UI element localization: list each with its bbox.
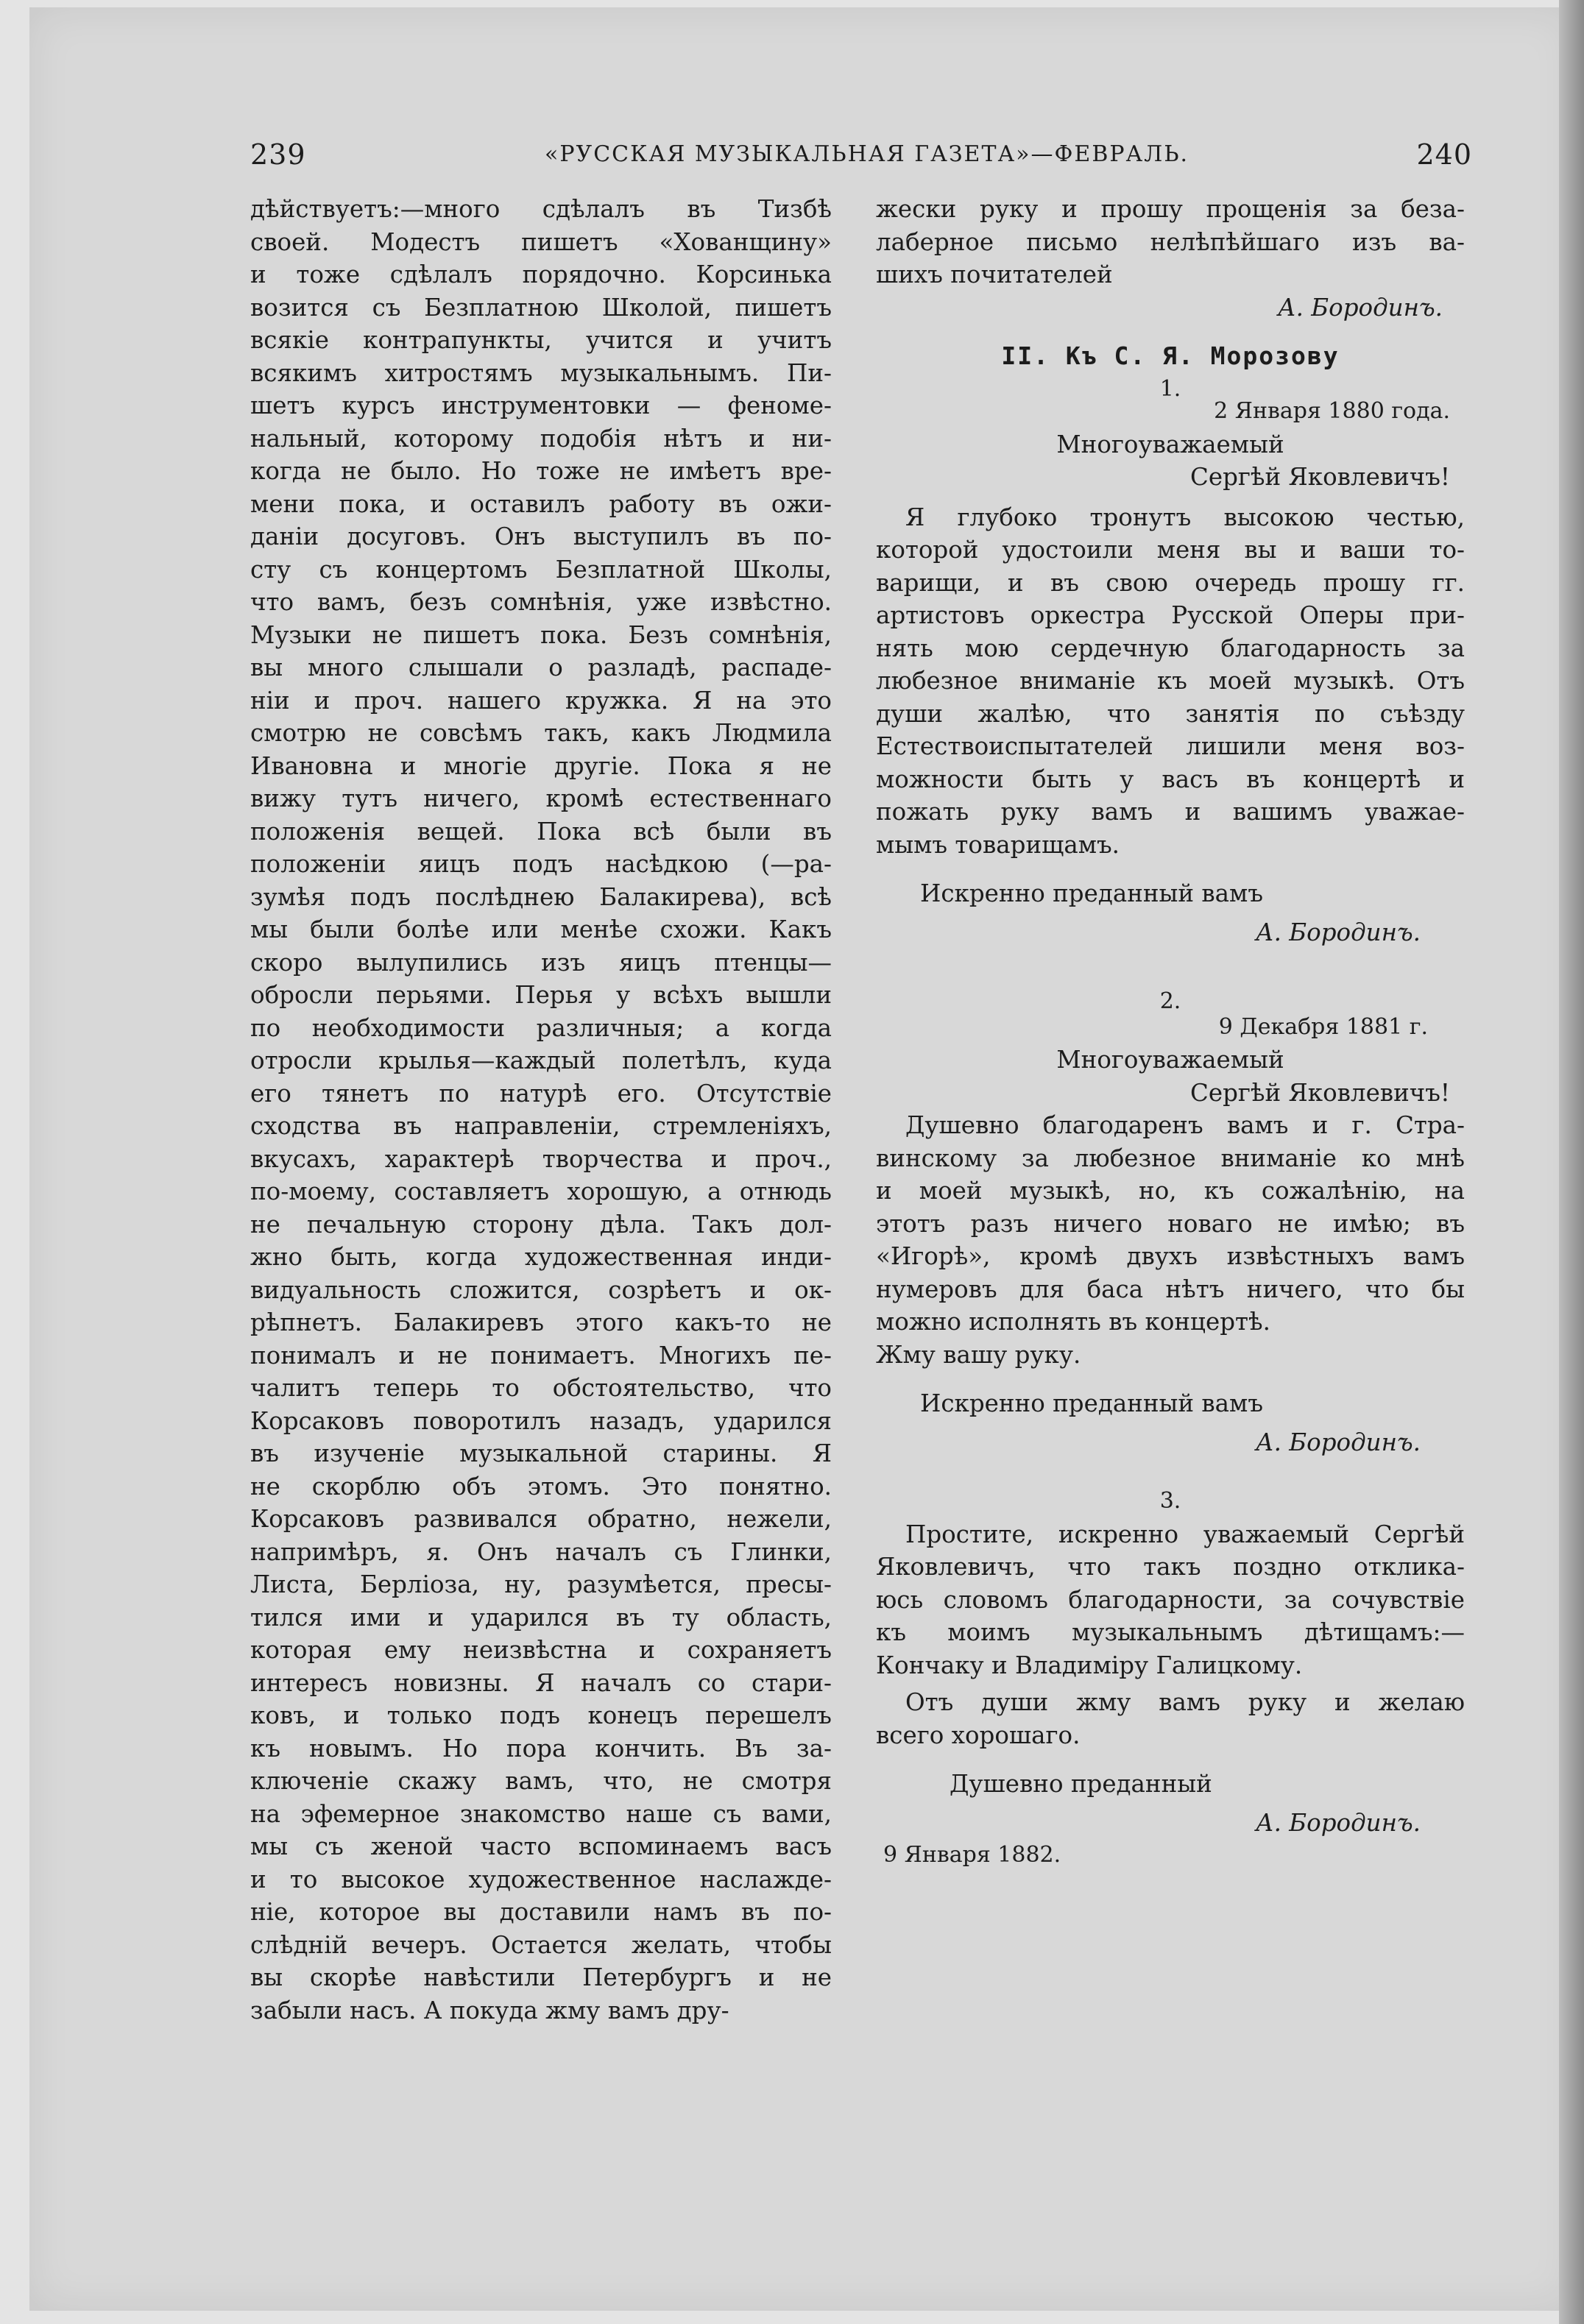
letter1-line: которой удостоили меня вы и ваши то- [876, 536, 1465, 564]
letter3-line: къ моимъ музыкальнымъ дѣтищамъ:— [876, 1618, 1465, 1646]
letter2-line: Жму вашу руку. [876, 1340, 1081, 1369]
letter3-line: Яковлевичъ, что такъ поздно отклика- [876, 1553, 1465, 1581]
intro-line: жески руку и прошу прощенія за беза- [876, 195, 1465, 223]
left-column-line: всякимъ хитростямъ музыкальнымъ. Пи- [250, 358, 832, 387]
left-column-line: Корсаковъ поворотилъ назадъ, ударился [250, 1406, 832, 1435]
letter2-line: Душевно благодаренъ вамъ и г. Стра- [905, 1111, 1465, 1139]
letter1-line: пожать руку вамъ и вашимъ уважае- [876, 798, 1465, 826]
letter1-number: 1. [1159, 375, 1181, 402]
letter2-number: 2. [1159, 988, 1181, 1014]
left-column-line: ключеніе скажу вамъ, что, не смотря [250, 1767, 832, 1795]
left-column-line: напримѣръ, я. Онъ началъ съ Глинки, [250, 1537, 832, 1566]
left-column-line: когда не было. Но тоже не имѣетъ вре- [250, 457, 832, 485]
left-column-line: положеніи яицъ подъ насѣдкою (—ра- [250, 850, 832, 878]
letter1-date: 2 Января 1880 года. [1214, 398, 1450, 424]
left-column-line: мени пока, и оставилъ работу въ ожи- [250, 489, 832, 518]
left-column-line: отросли крылья—каждый полетѣлъ, куда [250, 1046, 832, 1074]
letter1-salutation-2: Сергѣй Яковлевичъ! [1189, 463, 1450, 491]
left-column-line: сходства въ направленіи, стремленіяхъ, [250, 1112, 832, 1140]
left-column-line: вы много слышали о разладѣ, распаде- [250, 653, 832, 681]
letter3-body [876, 1518, 1465, 1682]
letter3-number: 3. [1159, 1488, 1181, 1514]
left-column-line: забыли насъ. А покуда жму вамъ дру- [250, 1996, 729, 2024]
letter3-line: юсь словомъ благодарности, за сочувствіе [876, 1585, 1465, 1614]
letter1-line: любезное вниманіе къ моей музыкѣ. Отъ [876, 667, 1465, 695]
left-column-line: рѣпнетъ. Балакиревъ этого какъ-то не [250, 1308, 832, 1336]
left-column-line: по-моему, составляетъ хорошую, а отнюдь [250, 1177, 832, 1205]
left-column-line: тился ими и ударился въ ту область, [250, 1603, 832, 1632]
letter2-line: винскому за любезное вниманіе ко мнѣ [876, 1144, 1465, 1172]
intro-text [876, 193, 1465, 291]
letter1-line: нять мою сердечную благодарность за [876, 634, 1465, 662]
left-column [250, 193, 832, 2027]
page-number-left: 239 [250, 138, 306, 171]
left-column-line: по необходимости различныя; а когда [250, 1013, 832, 1042]
letter2-line: можно исполнять въ концертѣ. [876, 1308, 1270, 1336]
left-column-line: на эфемерное знакомство наше съ вами, [250, 1799, 832, 1828]
left-column-line: къ новымъ. Но пора кончить. Въ за- [250, 1734, 832, 1763]
letter2-line: нумеровъ для баса нѣтъ ничего, что бы [876, 1275, 1465, 1303]
left-column-line: которая ему неизвѣстна и сохраняетъ [250, 1636, 832, 1664]
left-column-line: Листа, Берліоза, ну, разумѣется, пресы- [250, 1570, 832, 1598]
letter2-line: этотъ разъ ничего новаго не имѣю; въ [876, 1209, 1465, 1238]
left-column-line: скоро вылупились изъ яицъ птенцы— [250, 948, 832, 977]
left-column-line: жно быть, когда художественная инди- [250, 1243, 832, 1271]
letter3-line: Кончаку и Владиміру Галицкому. [876, 1651, 1303, 1679]
left-column-line: своей. Модестъ пишетъ «Хованщину» [250, 227, 832, 256]
letter2-body [876, 1109, 1465, 1371]
letter3-line: Простите, искренно уважаемый Сергѣй [905, 1520, 1465, 1548]
letter3-date: 9 Января 1882. [883, 1842, 1061, 1868]
letter2-salutation-1: Многоуважаемый [1056, 1046, 1284, 1074]
left-column-line: мы съ женой часто вспоминаемъ васъ [250, 1832, 832, 1860]
left-column-line: всякіе контрапункты, учится и учитъ [250, 326, 832, 354]
letter1-line: Естествоиспытателей лишили меня воз- [876, 732, 1465, 760]
letter3-signature: А. Бородинъ. [1255, 1808, 1421, 1837]
letter2-line: «Игорѣ», кромѣ двухъ извѣстныхъ вамъ [876, 1242, 1465, 1270]
left-column-line: дѣйствуетъ:—много сдѣлалъ въ Тизбѣ [250, 195, 832, 223]
left-column-line: слѣдній вечеръ. Остается желать, чтобы [250, 1930, 832, 1959]
letter1-line: Я глубоко тронутъ высокою честью, [905, 503, 1465, 531]
left-column-line: даніи досуговъ. Онъ выступилъ въ по- [250, 522, 832, 550]
section-title: II. Къ С. Я. Морозову [1001, 341, 1340, 370]
letter3-body-2 [876, 1686, 1465, 1751]
page-edge-shadow [1559, 0, 1584, 2324]
letter1-salutation-1: Многоуважаемый [1056, 430, 1284, 458]
letter1-body [876, 501, 1465, 862]
left-column-line: не скорблю объ этомъ. Это понятно. [250, 1472, 832, 1501]
left-column-line: понималъ и не понимаетъ. Многихъ пе- [250, 1341, 832, 1370]
left-column-line: обросли перьями. Перья у всѣхъ вышли [250, 981, 832, 1009]
letter2-line: и моей музыкѣ, но, къ сожалѣнію, на [876, 1177, 1465, 1205]
left-column-line: ковъ, и только подъ конецъ перешелъ [250, 1701, 832, 1729]
letter1-line: варищи, и въ свою очередь прошу гг. [876, 568, 1465, 597]
left-column-line: вы скорѣе навѣстили Петербургъ и не [250, 1963, 832, 1991]
letter1-signature: А. Бородинъ. [1255, 918, 1421, 946]
letter3-line: Отъ души жму вамъ руку и желаю [905, 1688, 1465, 1716]
letter2-salutation-2: Сергѣй Яковлевичъ! [1189, 1078, 1450, 1107]
letter2-closing: Искренно преданный вамъ [920, 1389, 1264, 1417]
left-column-line: вкусахъ, характерѣ творчества и проч., [250, 1144, 832, 1173]
intro-signature: А. Бородинъ. [1277, 293, 1443, 322]
journal-title: «РУССКАЯ МУЗЫКАЛЬНАЯ ГАЗЕТА»—ФЕВРАЛЬ. [545, 141, 1189, 167]
left-column-line: что вамъ, безъ сомнѣнія, уже извѣстно. [250, 588, 832, 616]
left-column-line: возится съ Безплатною Школой, пишетъ [250, 293, 832, 322]
left-column-line: и то высокое художественное наслажде- [250, 1865, 832, 1893]
letter1-line: души жалѣю, что занятія по съѣзду [876, 699, 1465, 728]
page-number-right: 240 [1416, 138, 1472, 171]
left-column-line: вижу тутъ ничего, кромѣ естественнаго [250, 784, 832, 812]
letter2-date: 9 Декабря 1881 г. [1218, 1013, 1428, 1040]
left-column-line: видуальность сложится, созрѣетъ и ок- [250, 1275, 832, 1304]
letter3-closing: Душевно преданный [950, 1770, 1212, 1798]
letter1-line: мымъ товарищамъ. [876, 830, 1120, 859]
letter1-line: можности быть у васъ въ концертѣ и [876, 765, 1465, 793]
left-column-line: въ изученіе музыкальной старины. Я [250, 1439, 832, 1467]
letter1-line: артистовъ оркестра Русской Оперы при- [876, 601, 1465, 629]
intro-line: лаберное письмо нелѣпѣйшаго изъ ва- [876, 227, 1465, 256]
letter3-line: всего хорошаго. [876, 1721, 1081, 1749]
left-column-line: сту съ концертомъ Безплатной Школы, [250, 555, 832, 584]
left-column-line: интересъ новизны. Я началъ со стари- [250, 1668, 832, 1697]
left-column-line: ніе, которое вы доставили намъ въ по- [250, 1898, 832, 1926]
left-column-line: смотрю не совсѣмъ такъ, какъ Людмила [250, 719, 832, 747]
left-column-line: не печальную сторону дѣла. Такъ дол- [250, 1210, 832, 1239]
left-column-line: Музыки не пишетъ пока. Безъ сомнѣнія, [250, 620, 832, 649]
left-column-line: нальный, которому подобія нѣтъ и ни- [250, 424, 832, 453]
letter1-closing: Искренно преданный вамъ [920, 879, 1264, 907]
left-column-line: ніи и проч. нашего кружка. Я на это [250, 686, 832, 715]
running-header [250, 138, 1472, 175]
left-column-line: Корсаковъ развивался обратно, нежели, [250, 1505, 832, 1533]
left-column-line: шетъ курсъ инструментовки — феноме- [250, 392, 832, 419]
left-column-line: его тянетъ по натурѣ его. Отсутствіе [250, 1079, 832, 1108]
intro-line: шихъ почитателей [876, 261, 1113, 288]
left-column-line: мы были болѣе или менѣе схожи. Какъ [250, 915, 832, 943]
left-column-line: и тоже сдѣлалъ порядочно. Корсинька [250, 261, 832, 288]
right-column [876, 193, 1465, 1872]
left-column-line: положенія вещей. Пока всѣ были въ [250, 817, 832, 846]
letter2-signature: А. Бородинъ. [1255, 1428, 1421, 1456]
left-column-line: Ивановна и многіе другіе. Пока я не [250, 751, 832, 780]
left-column-line: зумѣя подъ послѣднею Балакирева), всѣ [250, 882, 832, 911]
left-column-line: чалитъ теперь то обстоятельство, что [250, 1374, 832, 1402]
